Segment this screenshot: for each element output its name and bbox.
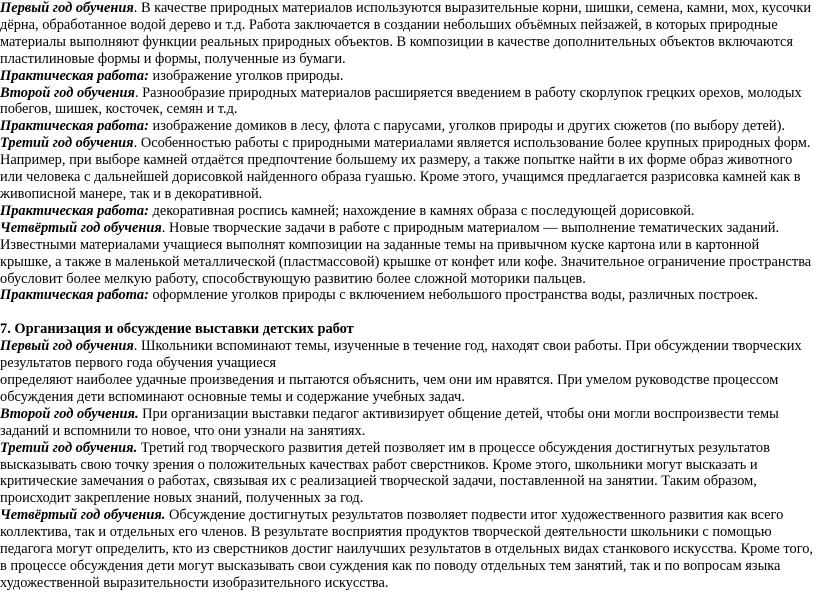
paragraph-label: Практическая работа: — [0, 287, 149, 304]
paragraph-label: Первый год обучения — [0, 0, 134, 16]
paragraph-text: В качестве природных материалов используются выразительные корни, шишки, семена, камни, мох, кусочки дёрна, обработанное водой дерево и т.д. Работа заключается в создании небольших объёмных пейзажей, в которых природные материалы выполняют функции реальных природных объектов. В композиции в качестве дополнительных объектов включаются пластилиновые формы и формы, полученные из бумаги. — [0, 0, 812, 67]
paragraph-label: Первый год обучения — [0, 338, 134, 355]
exhibition-paragraph-year-3 — [0, 440, 814, 508]
exhibition-paragraph-year-2 — [0, 406, 814, 440]
paragraph-label: Практическая работа: — [0, 67, 149, 84]
paragraph-text: изображение уголков природы. — [152, 67, 344, 84]
exhibition-paragraph-year-1: Первый год обучения. Школьники вспоминают темы, изученные в течение год, находят свои работы. При обсуждении творческих результатов первого года обучения учащиеся — [0, 338, 802, 372]
paragraph-text: При организации выставки педагог активизирует общение детей, чтобы они могли воспроизвести темы заданий и вспомнили то новое, что они узнали на занятиях. — [0, 405, 779, 439]
paragraph-text: Особенностью работы с природными материалами является использование более крупных природных форм. Например, при выборе камней отдаётся предпочтение большему их размеру, а также попытке найти в их форме образ животного или человека с дальнейшей дорисовкой найденного образа гуашью. Кроме этого, учащимся предлагается разрисовка камней как в живописной манере, так и в декоративной. — [0, 135, 811, 202]
paragraph-label: Второй год обучения — [0, 84, 135, 101]
paragraph-year-2: Второй год обучения. Разнообразие природных материалов расширяется введением в работу скорлупок грецких орехов, молодых побегов, шишек, косточек, семян и т.д. — [0, 84, 802, 118]
paragraph-label: Четвёртый год обучения — [0, 219, 162, 236]
paragraph-label: Практическая работа: — [0, 118, 149, 135]
paragraph-text: определяют наиболее удачные произведения и пытаются объяснить, чем они им нравятся. При умелом руководстве процессом обсуждения дети вспоминают основные темы и содержание учебных задач. — [0, 372, 779, 405]
paragraph-label: Четвёртый год обучения. — [0, 507, 166, 524]
paragraph-practice-3 — [0, 203, 814, 220]
paragraph-year-4: Четвёртый год обучения. Новые творческие задачи в работе с природным материалом — выполнение тематических заданий. Известными материалами учащиеся выполнят композиции на заданные темы на привычном куске картона или в картонной крышке, а также в маленькой металлической (пластмассовой) крышке от конфет или кофе. Значительное ограничение пространства обусловит более мелкую работу, способствующую развитию более сложной моторики пальцев. — [0, 219, 812, 287]
exhibition-section — [0, 338, 814, 592]
exhibition-paragraph-year-4 — [0, 507, 814, 592]
paragraph-text: изображение домиков в лесу, флота с парусами, уголков природы и других сюжетов (по выбору детей). — [152, 118, 785, 135]
paragraph-label: Второй год обучения. — [0, 405, 139, 422]
paragraph-label: Третий год обучения. — [0, 439, 138, 456]
paragraph-text: декоративная роспись камней; нахождение в камнях образа с последующей дорисовкой. — [152, 202, 695, 219]
paragraph-text: Третий год творческого развития детей позволяет им в процессе обсуждения достигнутых результатов высказывать свою точку зрения о положительных качествах работ сверстников. Кроме этого, школьники могут высказать и критические замечания о работах, связывая их с реализацией творческой задачи, поставленной на занятии. Таким образом, происходит закрепление новых знаний, полученных за год. — [0, 439, 770, 507]
paragraph-practice-4 — [0, 287, 814, 304]
paragraph-practice-2 — [0, 118, 814, 135]
paragraph-year-3: Третий год обучения. Особенностью работы с природными материалами является использование более крупных природных форм. Например, при выборе камней отдаётся предпочтение большему их размеру, а также попытке найти в их форме образ животного или человека с дальнейшей дорисовкой найденного образа гуашью. Кроме этого, учащимся предлагается разрисовка камней как в живописной манере, так и в декоративной. — [0, 135, 811, 202]
paragraph-label: Практическая работа: — [0, 202, 149, 219]
exhibition-paragraph-continuation — [0, 372, 814, 406]
paragraph-text: Школьники вспоминают темы, изученные в течение год, находят свои работы. При обсуждении творческих результатов первого года обучения учащиеся — [0, 338, 802, 372]
paragraph-text: оформление уголков природы с включением небольшого пространства воды, различных построек. — [152, 287, 758, 304]
paragraph-label: Третий год обучения — [0, 135, 134, 152]
section-heading: 7. Организация и обсуждение выставки детских работ — [0, 321, 354, 338]
paragraph-practice-1 — [0, 68, 814, 85]
paragraph-text: Разнообразие природных материалов расширяется введением в работу скорлупок грецких орехов, молодых побегов, шишек, косточек, семян и т.д. — [0, 84, 802, 118]
paragraph-text: Обсуждение достигнутых результатов позволяет подвести итог художественного развития как всего коллектива, так и отдельных его членов. В результате восприятия продуктов творческой деятельности школьники с помощью педагога могут определить, кто из сверстников достиг наилучших результатов в отдельных видах станкового искусства. Кроме того, в процессе обсуждения дети могут высказывать свои суждения как по поводу отдельных тем занятий, так и по вопросам языка художественной выразительности изобразительного искусства. — [0, 507, 814, 591]
paragraph-year-1: Первый год обучения. В качестве природных материалов используются выразительные корни, шишки, семена, камни, мох, кусочки дёрна, обработанное водой дерево и т.д. Работа заключается в создании небольших объёмных пейзажей, в которых природные материалы выполняют функции реальных природных объектов. В композиции в качестве дополнительных объектов включаются пластилиновые формы и формы, полученные из бумаги. — [0, 0, 812, 67]
paragraph-text: Новые творческие задачи в работе с природным материалом — выполнение тематических заданий. Известными материалами учащиеся выполнят композиции на заданные темы на привычном куске картона или в картонной крышке, а также в маленькой металлической (пластмассовой) крышке от конфет или кофе. Значительное ограничение пространства обусловит более мелкую работу, способствующую развитию более сложной моторики пальцев. — [0, 219, 812, 287]
